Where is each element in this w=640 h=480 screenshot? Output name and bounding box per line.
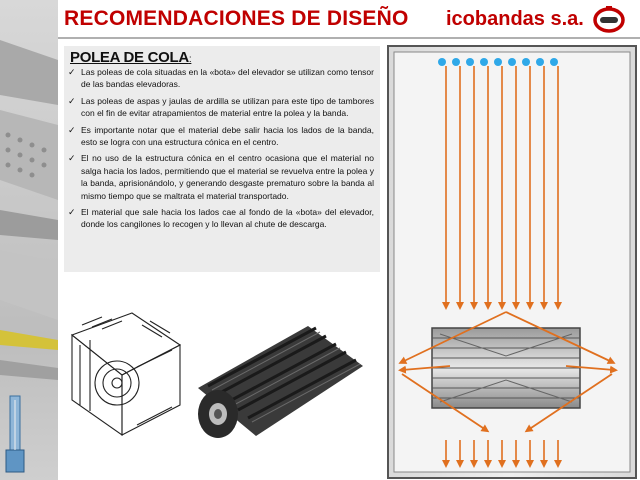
winged-pulley-image [188,318,373,453]
material-particles-icon [438,58,558,66]
bullet-list [68,66,374,235]
bullet-item [68,95,374,120]
bullet-text: Las poleas de aspas y jaulas de ardilla se utilizan para este tipo de tambores con el fin de evitar atrapamientos de material entre la polea y la banda. [81,95,374,119]
bullet-text: Es importante notar que el material debe salir hacia los lados de la banda, esto se logra con una estructura cónica en el centro. [81,124,374,148]
section-title [70,49,191,66]
header-divider [58,37,640,39]
bullet-text: El material que sale hacia los lados cae al fondo de la «bota» del elevador, donde los cangilones lo recogen y lo llevan al chute de descarga. [81,207,374,230]
check-icon: ✓ [68,207,76,218]
section-title-suffix: : [188,54,192,65]
icobandas-logo-icon [593,6,625,34]
bucket-elevator-icon [0,390,30,480]
pulley-frame-drawing [62,305,187,440]
check-icon: ✓ [68,95,76,106]
bullet-text: Las poleas de cola situadas en la «bota» del elevador se utilizan como tensor de las bandas elevadoras. [81,67,374,90]
bullet-item [68,124,374,149]
bullet-item [68,206,374,231]
check-icon: ✓ [68,67,76,77]
brand-name: icobandas s.a. [446,8,584,30]
page-title: RECOMENDACIONES DE DISEÑO [64,7,409,30]
material-flow-diagram [380,44,640,480]
check-icon: ✓ [68,124,76,135]
bullet-item [68,152,374,202]
tail-pulley-icon [432,328,580,408]
section-title-text: POLEA DE COLA [70,49,189,66]
bullet-item [68,66,374,91]
bullet-text: El no uso de la estructura cónica en el centro ocasiona que el material no salga hacia los lados, permitiendo que el material se revuelva entre la polea y la banda, aprisionándolo, y generando desgaste prematuro sobre la banda al mismo tiempo que se maltrata el material transportado. [81,153,374,201]
check-icon: ✓ [68,153,76,164]
